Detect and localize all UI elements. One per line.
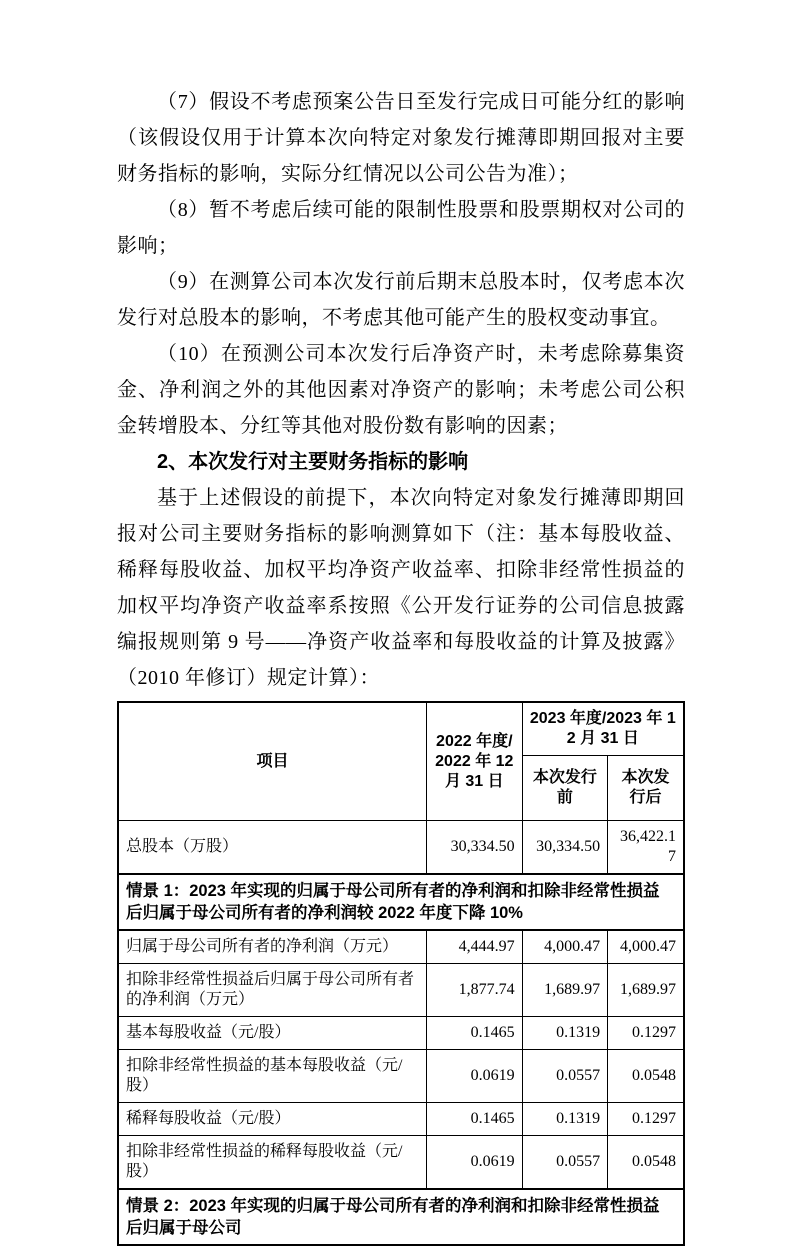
table-row-net-profit: [118, 930, 684, 964]
table-header-row-1: [118, 702, 684, 756]
cell-post: 1,689.97: [608, 964, 684, 1017]
table-row-diluted-eps-excl-nonrecurring: [118, 1136, 684, 1190]
cell-pre: 0.1319: [522, 1017, 607, 1050]
row-label: 扣除非经常性损益的基本每股收益（元/股）: [118, 1050, 426, 1103]
table-row-net-profit-excl-nonrecurring: [118, 964, 684, 1017]
cell-pre: 0.0557: [522, 1136, 607, 1190]
row-label: 扣除非经常性损益后归属于母公司所有者的净利润（万元）: [118, 964, 426, 1017]
scenario-2-text: 情景 2：2023 年实现的归属于母公司所有者的净利润和扣除非经常性损益后归属于母公司: [118, 1189, 684, 1245]
header-pre-issue: 本次发行前: [522, 756, 607, 821]
row-label: 总股本（万股）: [118, 821, 426, 875]
section-heading: 2、本次发行对主要财务指标的影响: [157, 451, 469, 473]
cell-post: 0.1297: [608, 1017, 684, 1050]
cell-pre: 30,334.50: [522, 821, 607, 875]
header-item: 项目: [118, 702, 426, 821]
cell-pre: 0.1319: [522, 1103, 607, 1136]
cell-pre: 1,689.97: [522, 964, 607, 1017]
cell-post: 0.0548: [608, 1136, 684, 1190]
cell-2022: 0.1465: [426, 1103, 522, 1136]
assumption-paragraph-7: （7）假设不考虑预案公告日至发行完成日可能分红的影响（该假设仅用于计算本次向特定对象发行摊薄即期回报对主要财务指标的影响，实际分红情况以公司公告为准）；: [117, 91, 685, 185]
cell-2022: 4,444.97: [426, 930, 522, 964]
cell-2022: 1,877.74: [426, 964, 522, 1017]
intro-paragraph: 基于上述假设的前提下，本次向特定对象发行摊薄即期回报对公司主要财务指标的影响测算如下（注：基本每股收益、稀释每股收益、加权平均净资产收益率、扣除非经常性损益的加权平均净资产收益率系按照《公开发行证券的公司信息披露编报规则第 9 号——净资产收益率和每股收益的计算及披露》（2010 年修订）规定计算）：: [117, 487, 685, 689]
header-period-2023: 2023 年度/2023 年 12 月 31 日: [522, 702, 684, 756]
table-row-diluted-eps: [118, 1103, 684, 1136]
row-label: 归属于母公司所有者的净利润（万元）: [118, 930, 426, 964]
scenario-1-text: 情景 1：2023 年实现的归属于母公司所有者的净利润和扣除非经常性损益后归属于母公司所有者的净利润较 2022 年度下降 10%: [118, 874, 684, 930]
row-label: 稀释每股收益（元/股）: [118, 1103, 426, 1136]
cell-post: 4,000.47: [608, 930, 684, 964]
assumption-paragraph-9: （9）在测算公司本次发行前后期末总股本时，仅考虑本次发行对总股本的影响，不考虑其他可能产生的股权变动事宜。: [117, 271, 685, 329]
scenario-1-band: [118, 874, 684, 930]
table-row-basic-eps-excl-nonrecurring: [118, 1050, 684, 1103]
cell-2022: 30,334.50: [426, 821, 522, 875]
row-label: 基本每股收益（元/股）: [118, 1017, 426, 1050]
cell-2022: 0.1465: [426, 1017, 522, 1050]
row-label: 扣除非经常性损益的稀释每股收益（元/股）: [118, 1136, 426, 1190]
cell-post: 0.1297: [608, 1103, 684, 1136]
cell-pre: 4,000.47: [522, 930, 607, 964]
table-row-total-shares: [118, 821, 684, 875]
cell-2022: 0.0619: [426, 1136, 522, 1190]
financial-impact-table: [117, 701, 685, 1246]
assumption-paragraph-10: （10）在预测公司本次发行后净资产时，未考虑除募集资金、净利润之外的其他因素对净资产的影响；未考虑公司公积金转增股本、分红等其他对股份数有影响的因素；: [117, 343, 685, 437]
table-row-basic-eps: [118, 1017, 684, 1050]
scenario-2-band: [118, 1189, 684, 1245]
cell-pre: 0.0557: [522, 1050, 607, 1103]
assumption-paragraph-8: （8）暂不考虑后续可能的限制性股票和股票期权对公司的影响；: [117, 199, 685, 257]
cell-post: 36,422.17: [608, 821, 684, 875]
header-post-issue: 本次发行后: [608, 756, 684, 821]
header-period-2022: 2022 年度/2022 年 12 月 31 日: [426, 702, 522, 821]
cell-2022: 0.0619: [426, 1050, 522, 1103]
cell-post: 0.0548: [608, 1050, 684, 1103]
